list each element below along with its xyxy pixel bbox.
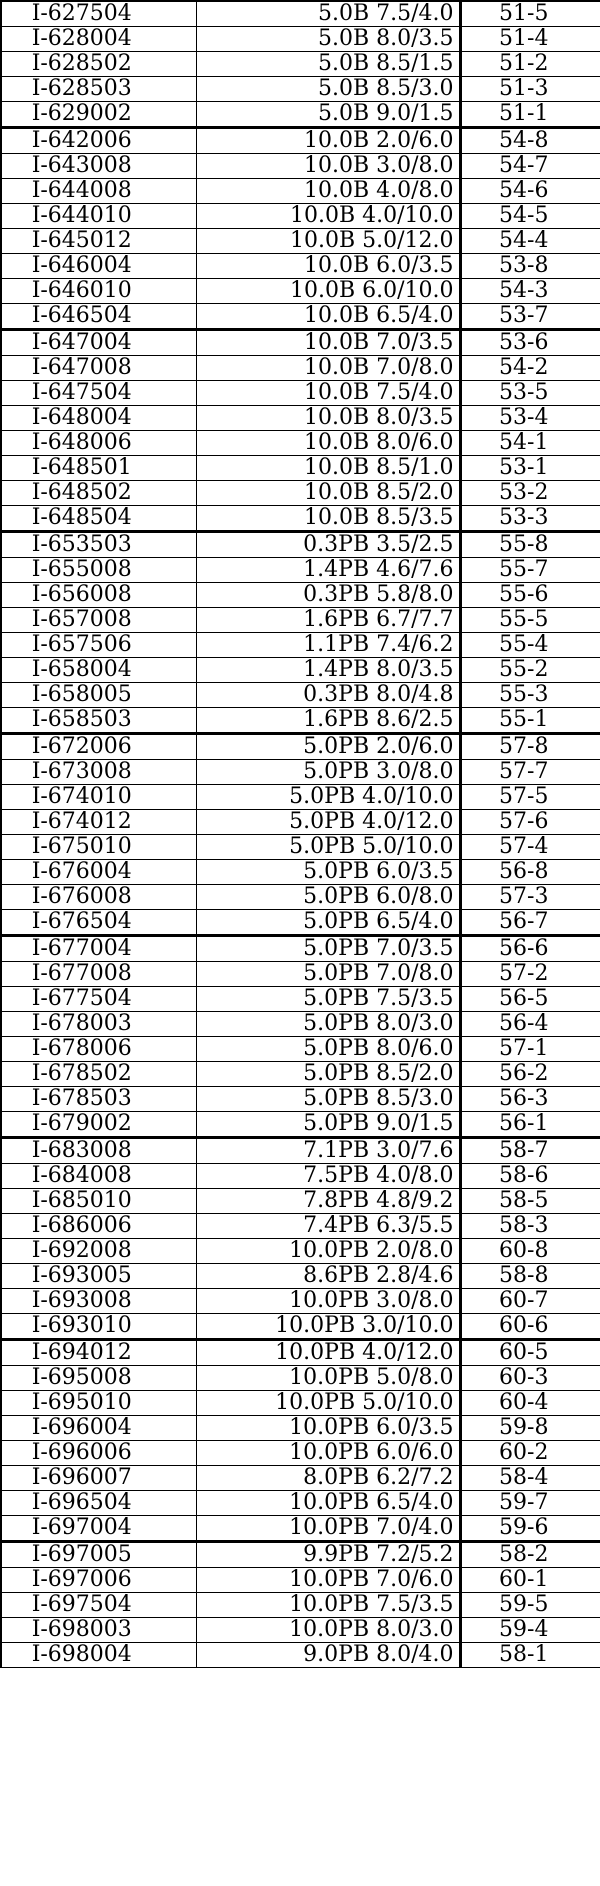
table-row — [1, 1264, 600, 1289]
munsell-notation-cell: 10.0PB 3.0/8.0 — [196, 1289, 460, 1314]
table-row — [1, 1062, 600, 1087]
reference-number-cell: 56-2 — [460, 1062, 600, 1087]
munsell-notation-cell: 5.0PB 6.5/4.0 — [196, 910, 460, 936]
reference-number-cell: 53-3 — [460, 506, 600, 532]
munsell-notation-cell: 5.0B 7.5/4.0 — [196, 1, 460, 27]
color-code-cell: I-647004 — [1, 330, 196, 356]
table-row — [1, 936, 600, 962]
table-row — [1, 1568, 600, 1593]
color-code-cell: I-628503 — [1, 77, 196, 102]
munsell-notation-cell: 10.0PB 7.0/6.0 — [196, 1568, 460, 1593]
reference-number-cell: 60-6 — [460, 1314, 600, 1340]
color-code-cell: I-696007 — [1, 1466, 196, 1491]
reference-number-cell: 60-7 — [460, 1289, 600, 1314]
reference-number-cell: 58-3 — [460, 1214, 600, 1239]
reference-number-cell: 56-1 — [460, 1112, 600, 1138]
color-code-cell: I-644008 — [1, 179, 196, 204]
table-row — [1, 456, 600, 481]
munsell-notation-cell: 10.0B 8.5/1.0 — [196, 456, 460, 481]
munsell-notation-cell: 0.3PB 3.5/2.5 — [196, 532, 460, 558]
munsell-notation-cell: 10.0B 8.5/3.5 — [196, 506, 460, 532]
munsell-notation-cell: 9.0PB 8.0/4.0 — [196, 1643, 460, 1668]
table-row — [1, 1189, 600, 1214]
munsell-notation-cell: 10.0PB 8.0/3.0 — [196, 1618, 460, 1643]
table-row — [1, 254, 600, 279]
color-code-cell: I-657506 — [1, 633, 196, 658]
table-row — [1, 1593, 600, 1618]
table-row — [1, 77, 600, 102]
color-code-cell: I-693008 — [1, 1289, 196, 1314]
munsell-notation-cell: 7.4PB 6.3/5.5 — [196, 1214, 460, 1239]
munsell-notation-cell: 0.3PB 8.0/4.8 — [196, 683, 460, 708]
table-row — [1, 1012, 600, 1037]
color-code-cell: I-648006 — [1, 431, 196, 456]
table-row — [1, 885, 600, 910]
munsell-notation-cell: 10.0B 6.0/3.5 — [196, 254, 460, 279]
munsell-notation-cell: 5.0B 8.0/3.5 — [196, 27, 460, 52]
munsell-notation-cell: 1.1PB 7.4/6.2 — [196, 633, 460, 658]
table-row — [1, 1466, 600, 1491]
munsell-notation-cell: 5.0B 8.5/1.5 — [196, 52, 460, 77]
color-code-cell: I-697504 — [1, 1593, 196, 1618]
munsell-notation-cell: 10.0PB 3.0/10.0 — [196, 1314, 460, 1340]
table-row — [1, 229, 600, 254]
munsell-notation-cell: 10.0B 7.0/3.5 — [196, 330, 460, 356]
reference-number-cell: 53-6 — [460, 330, 600, 356]
color-code-cell: I-672006 — [1, 734, 196, 760]
reference-number-cell: 60-8 — [460, 1239, 600, 1264]
reference-number-cell: 57-4 — [460, 835, 600, 860]
color-code-cell: I-648504 — [1, 506, 196, 532]
munsell-notation-cell: 10.0B 4.0/10.0 — [196, 204, 460, 229]
reference-number-cell: 54-3 — [460, 279, 600, 304]
munsell-notation-cell: 10.0B 7.0/8.0 — [196, 356, 460, 381]
table-row — [1, 532, 600, 558]
color-code-cell: I-697006 — [1, 1568, 196, 1593]
table-row — [1, 1164, 600, 1189]
color-code-cell: I-675010 — [1, 835, 196, 860]
reference-number-cell: 58-1 — [460, 1643, 600, 1668]
munsell-notation-cell: 5.0PB 6.0/8.0 — [196, 885, 460, 910]
table-row — [1, 52, 600, 77]
munsell-notation-cell: 10.0PB 6.0/6.0 — [196, 1441, 460, 1466]
munsell-notation-cell: 5.0PB 2.0/6.0 — [196, 734, 460, 760]
reference-number-cell: 57-8 — [460, 734, 600, 760]
munsell-notation-cell: 10.0B 8.0/6.0 — [196, 431, 460, 456]
reference-number-cell: 53-4 — [460, 406, 600, 431]
color-code-cell: I-644010 — [1, 204, 196, 229]
reference-number-cell: 56-7 — [460, 910, 600, 936]
munsell-notation-cell: 10.0B 4.0/8.0 — [196, 179, 460, 204]
munsell-notation-cell: 10.0B 5.0/12.0 — [196, 229, 460, 254]
table-row — [1, 810, 600, 835]
color-code-cell: I-628502 — [1, 52, 196, 77]
reference-number-cell: 59-4 — [460, 1618, 600, 1643]
table-row — [1, 1214, 600, 1239]
reference-number-cell: 53-8 — [460, 254, 600, 279]
color-code-cell: I-674010 — [1, 785, 196, 810]
color-code-cell: I-685010 — [1, 1189, 196, 1214]
color-code-cell: I-695010 — [1, 1391, 196, 1416]
color-code-cell: I-676008 — [1, 885, 196, 910]
table-row — [1, 1289, 600, 1314]
color-code-cell: I-653503 — [1, 532, 196, 558]
reference-number-cell: 58-4 — [460, 1466, 600, 1491]
munsell-notation-cell: 10.0B 8.0/3.5 — [196, 406, 460, 431]
table-row — [1, 431, 600, 456]
munsell-notation-cell: 7.1PB 3.0/7.6 — [196, 1138, 460, 1164]
table-row — [1, 102, 600, 128]
color-code-cell: I-677004 — [1, 936, 196, 962]
color-code-cell: I-656008 — [1, 583, 196, 608]
color-code-cell: I-696006 — [1, 1441, 196, 1466]
table-row — [1, 481, 600, 506]
reference-number-cell: 54-1 — [460, 431, 600, 456]
table-body — [1, 1, 600, 1668]
table-row — [1, 835, 600, 860]
reference-number-cell: 57-3 — [460, 885, 600, 910]
table-row — [1, 1441, 600, 1466]
reference-number-cell: 60-2 — [460, 1441, 600, 1466]
table-row — [1, 279, 600, 304]
color-code-cell: I-678502 — [1, 1062, 196, 1087]
reference-number-cell: 51-2 — [460, 52, 600, 77]
reference-number-cell: 59-7 — [460, 1491, 600, 1516]
table-row — [1, 583, 600, 608]
color-code-cell: I-627504 — [1, 1, 196, 27]
reference-number-cell: 58-7 — [460, 1138, 600, 1164]
munsell-notation-cell: 10.0PB 4.0/12.0 — [196, 1340, 460, 1366]
reference-number-cell: 60-5 — [460, 1340, 600, 1366]
color-code-cell: I-658005 — [1, 683, 196, 708]
table-row — [1, 558, 600, 583]
color-code-cell: I-645012 — [1, 229, 196, 254]
color-code-cell: I-646504 — [1, 304, 196, 330]
munsell-notation-cell: 10.0B 6.0/10.0 — [196, 279, 460, 304]
color-code-cell: I-677008 — [1, 962, 196, 987]
table-row — [1, 1491, 600, 1516]
reference-number-cell: 55-1 — [460, 708, 600, 734]
table-row — [1, 1, 600, 27]
reference-number-cell: 56-3 — [460, 1087, 600, 1112]
table-row — [1, 658, 600, 683]
reference-number-cell: 55-3 — [460, 683, 600, 708]
munsell-notation-cell: 5.0PB 9.0/1.5 — [196, 1112, 460, 1138]
table-row — [1, 760, 600, 785]
reference-number-cell: 53-1 — [460, 456, 600, 481]
table-row — [1, 962, 600, 987]
color-code-cell: I-674012 — [1, 810, 196, 835]
color-code-cell: I-678003 — [1, 1012, 196, 1037]
table-row — [1, 356, 600, 381]
table-row — [1, 1542, 600, 1568]
reference-number-cell: 59-5 — [460, 1593, 600, 1618]
reference-number-cell: 51-3 — [460, 77, 600, 102]
munsell-notation-cell: 5.0PB 4.0/12.0 — [196, 810, 460, 835]
table-row — [1, 406, 600, 431]
color-code-cell: I-657008 — [1, 608, 196, 633]
table-row — [1, 1314, 600, 1340]
reference-number-cell: 56-4 — [460, 1012, 600, 1037]
reference-number-cell: 57-2 — [460, 962, 600, 987]
table-row — [1, 506, 600, 532]
table-row — [1, 633, 600, 658]
munsell-notation-cell: 1.6PB 6.7/7.7 — [196, 608, 460, 633]
reference-number-cell: 54-5 — [460, 204, 600, 229]
color-code-cell: I-628004 — [1, 27, 196, 52]
table-row — [1, 1037, 600, 1062]
reference-number-cell: 54-7 — [460, 154, 600, 179]
reference-number-cell: 55-2 — [460, 658, 600, 683]
munsell-notation-cell: 5.0PB 8.0/3.0 — [196, 1012, 460, 1037]
munsell-notation-cell: 10.0PB 6.0/3.5 — [196, 1416, 460, 1441]
reference-number-cell: 51-5 — [460, 1, 600, 27]
color-code-cell: I-697005 — [1, 1542, 196, 1568]
munsell-notation-cell: 5.0B 9.0/1.5 — [196, 102, 460, 128]
color-code-cell: I-698004 — [1, 1643, 196, 1668]
table-row — [1, 734, 600, 760]
table-row — [1, 1112, 600, 1138]
reference-number-cell: 54-8 — [460, 128, 600, 154]
reference-number-cell: 53-7 — [460, 304, 600, 330]
reference-number-cell: 51-4 — [460, 27, 600, 52]
color-code-cell: I-677504 — [1, 987, 196, 1012]
munsell-notation-cell: 8.6PB 2.8/4.6 — [196, 1264, 460, 1289]
table-row — [1, 1516, 600, 1542]
table-row — [1, 608, 600, 633]
table-row — [1, 154, 600, 179]
table-row — [1, 204, 600, 229]
color-code-cell: I-684008 — [1, 1164, 196, 1189]
reference-number-cell: 58-2 — [460, 1542, 600, 1568]
reference-number-cell: 58-5 — [460, 1189, 600, 1214]
munsell-notation-cell: 5.0PB 7.0/8.0 — [196, 962, 460, 987]
reference-number-cell: 55-4 — [460, 633, 600, 658]
color-code-cell: I-643008 — [1, 154, 196, 179]
table-row — [1, 860, 600, 885]
reference-number-cell: 58-8 — [460, 1264, 600, 1289]
reference-number-cell: 59-6 — [460, 1516, 600, 1542]
munsell-notation-cell: 5.0PB 4.0/10.0 — [196, 785, 460, 810]
munsell-notation-cell: 1.4PB 4.6/7.6 — [196, 558, 460, 583]
color-code-cell: I-676504 — [1, 910, 196, 936]
munsell-notation-cell: 1.4PB 8.0/3.5 — [196, 658, 460, 683]
reference-number-cell: 55-7 — [460, 558, 600, 583]
reference-number-cell: 60-4 — [460, 1391, 600, 1416]
reference-number-cell: 57-6 — [460, 810, 600, 835]
reference-number-cell: 60-1 — [460, 1568, 600, 1593]
table-row — [1, 1340, 600, 1366]
reference-number-cell: 55-8 — [460, 532, 600, 558]
color-code-cell: I-648004 — [1, 406, 196, 431]
reference-number-cell: 53-5 — [460, 381, 600, 406]
table-row — [1, 683, 600, 708]
table-row — [1, 330, 600, 356]
reference-number-cell: 58-6 — [460, 1164, 600, 1189]
munsell-notation-cell: 10.0B 7.5/4.0 — [196, 381, 460, 406]
munsell-notation-cell: 5.0B 8.5/3.0 — [196, 77, 460, 102]
color-code-cell: I-693005 — [1, 1264, 196, 1289]
reference-number-cell: 60-3 — [460, 1366, 600, 1391]
color-code-cell: I-693010 — [1, 1314, 196, 1340]
table-row — [1, 1239, 600, 1264]
color-code-cell: I-686006 — [1, 1214, 196, 1239]
munsell-notation-cell: 10.0B 3.0/8.0 — [196, 154, 460, 179]
munsell-notation-cell: 0.3PB 5.8/8.0 — [196, 583, 460, 608]
munsell-notation-cell: 10.0PB 5.0/10.0 — [196, 1391, 460, 1416]
munsell-notation-cell: 5.0PB 3.0/8.0 — [196, 760, 460, 785]
munsell-notation-cell: 7.8PB 4.8/9.2 — [196, 1189, 460, 1214]
munsell-notation-cell: 7.5PB 4.0/8.0 — [196, 1164, 460, 1189]
table-row — [1, 128, 600, 154]
reference-number-cell: 54-4 — [460, 229, 600, 254]
munsell-notation-cell: 10.0B 8.5/2.0 — [196, 481, 460, 506]
table-row — [1, 1416, 600, 1441]
reference-number-cell: 51-1 — [460, 102, 600, 128]
reference-number-cell: 55-6 — [460, 583, 600, 608]
color-code-cell: I-658004 — [1, 658, 196, 683]
color-code-cell: I-642006 — [1, 128, 196, 154]
munsell-notation-cell: 1.6PB 8.6/2.5 — [196, 708, 460, 734]
munsell-notation-cell: 5.0PB 8.5/3.0 — [196, 1087, 460, 1112]
munsell-notation-cell: 5.0PB 8.5/2.0 — [196, 1062, 460, 1087]
munsell-notation-cell: 10.0PB 7.5/3.5 — [196, 1593, 460, 1618]
munsell-notation-cell: 10.0B 6.5/4.0 — [196, 304, 460, 330]
munsell-notation-cell: 10.0B 2.0/6.0 — [196, 128, 460, 154]
munsell-notation-cell: 10.0PB 7.0/4.0 — [196, 1516, 460, 1542]
reference-number-cell: 54-2 — [460, 356, 600, 381]
reference-number-cell: 54-6 — [460, 179, 600, 204]
color-code-cell: I-647504 — [1, 381, 196, 406]
munsell-notation-cell: 5.0PB 5.0/10.0 — [196, 835, 460, 860]
color-code-cell: I-698003 — [1, 1618, 196, 1643]
munsell-notation-cell: 10.0PB 6.5/4.0 — [196, 1491, 460, 1516]
munsell-notation-cell: 9.9PB 7.2/5.2 — [196, 1542, 460, 1568]
color-code-cell: I-676004 — [1, 860, 196, 885]
color-code-cell: I-695008 — [1, 1366, 196, 1391]
color-code-cell: I-648502 — [1, 481, 196, 506]
reference-number-cell: 55-5 — [460, 608, 600, 633]
reference-number-cell: 59-8 — [460, 1416, 600, 1441]
color-code-cell: I-629002 — [1, 102, 196, 128]
table-row — [1, 381, 600, 406]
color-code-cell: I-694012 — [1, 1340, 196, 1366]
color-code-cell: I-697004 — [1, 1516, 196, 1542]
munsell-notation-cell: 8.0PB 6.2/7.2 — [196, 1466, 460, 1491]
color-code-cell: I-683008 — [1, 1138, 196, 1164]
munsell-notation-cell: 5.0PB 7.0/3.5 — [196, 936, 460, 962]
munsell-notation-cell: 5.0PB 8.0/6.0 — [196, 1037, 460, 1062]
table-row — [1, 910, 600, 936]
table-row — [1, 1087, 600, 1112]
reference-number-cell: 53-2 — [460, 481, 600, 506]
color-code-cell: I-655008 — [1, 558, 196, 583]
color-code-cell: I-646010 — [1, 279, 196, 304]
table-row — [1, 1618, 600, 1643]
reference-number-cell: 57-5 — [460, 785, 600, 810]
table-row — [1, 304, 600, 330]
color-code-cell: I-647008 — [1, 356, 196, 381]
reference-number-cell: 56-5 — [460, 987, 600, 1012]
color-code-cell: I-678006 — [1, 1037, 196, 1062]
table-row — [1, 27, 600, 52]
reference-number-cell: 57-7 — [460, 760, 600, 785]
table-row — [1, 179, 600, 204]
color-code-cell: I-696504 — [1, 1491, 196, 1516]
reference-number-cell: 56-6 — [460, 936, 600, 962]
color-code-cell: I-692008 — [1, 1239, 196, 1264]
table-row — [1, 1138, 600, 1164]
color-code-cell: I-679002 — [1, 1112, 196, 1138]
munsell-notation-cell: 5.0PB 6.0/3.5 — [196, 860, 460, 885]
reference-number-cell: 56-8 — [460, 860, 600, 885]
table-row — [1, 785, 600, 810]
color-code-cell: I-646004 — [1, 254, 196, 279]
table-row — [1, 987, 600, 1012]
color-code-cell: I-673008 — [1, 760, 196, 785]
reference-number-cell: 57-1 — [460, 1037, 600, 1062]
color-code-cell: I-696004 — [1, 1416, 196, 1441]
color-code-cell: I-678503 — [1, 1087, 196, 1112]
color-code-cell: I-648501 — [1, 456, 196, 481]
munsell-notation-cell: 5.0PB 7.5/3.5 — [196, 987, 460, 1012]
table-row — [1, 1391, 600, 1416]
table-row — [1, 1643, 600, 1668]
table-row — [1, 1366, 600, 1391]
munsell-notation-cell: 10.0PB 5.0/8.0 — [196, 1366, 460, 1391]
munsell-notation-cell: 10.0PB 2.0/8.0 — [196, 1239, 460, 1264]
color-code-cell: I-658503 — [1, 708, 196, 734]
table-row — [1, 708, 600, 734]
